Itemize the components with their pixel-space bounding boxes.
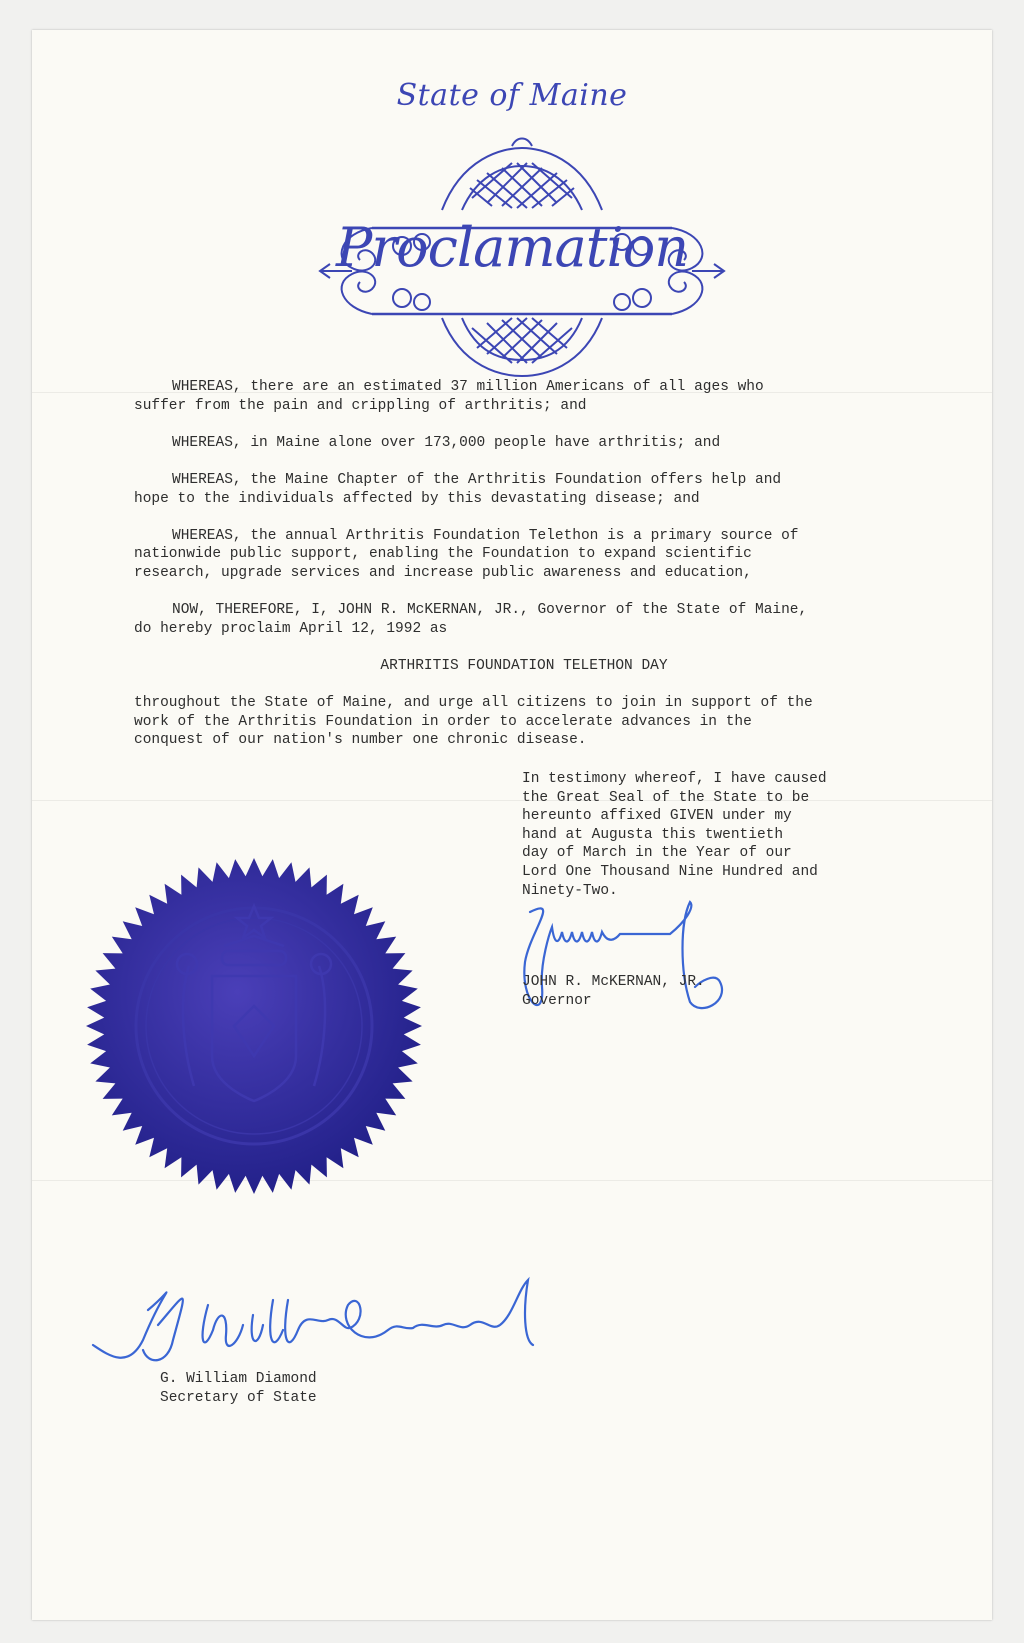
secretary-name: G. William Diamond xyxy=(160,1371,317,1387)
whereas-paragraph: WHEREAS, the Maine Chapter of the Arthritis Foundation offers help and hope to the individuals affected by this devastating disease; and xyxy=(134,471,782,507)
document-page xyxy=(32,30,992,1620)
proclaimed-day: ARTHRITIS FOUNDATION TELETHON DAY xyxy=(380,657,668,674)
therefore-paragraph: NOW, THEREFORE, I, JOHN R. McKERNAN, JR., Governor of the State of Maine, do hereby proclaim April 12, 1992 as xyxy=(134,602,808,637)
secretary-title: Secretary of State xyxy=(160,1389,317,1406)
governor-block xyxy=(522,973,705,1010)
secretary-block xyxy=(160,1370,317,1407)
governor-title: Governor xyxy=(522,992,592,1009)
governor-name: JOHN R. McKERNAN, JR. xyxy=(522,974,705,990)
whereas-paragraph: WHEREAS, there are an estimated 37 million Americans of all ages who suffer from the pain and crippling of arthritis; and xyxy=(134,379,764,414)
great-seal-icon xyxy=(84,856,424,1196)
proclamation-body xyxy=(134,378,914,768)
secretary-signature xyxy=(88,1270,548,1380)
closing-paragraph: throughout the State of Maine, and urge all citizens to join in support of the work of the Arthritis Foundation in order to accelerate advances in the conquest of our nation's number one chronic disease. xyxy=(134,695,813,749)
document-title: Proclamation xyxy=(335,216,689,279)
whereas-paragraph: WHEREAS, the annual Arthritis Foundation Telethon is a primary source of nationwide public support, enabling the Foundation to expand scientific research, upgrade services and increase public awareness and education, xyxy=(134,527,799,581)
state-title: State of Maine xyxy=(396,78,628,113)
testimony-text: In testimony whereof, I have caused the Great Seal of the State to be hereunto affixed GIVEN under my hand at Augusta this twentieth day of March in the Year of our Lord One Thousand Nine Hundred and Ninety-Two. xyxy=(522,771,827,899)
whereas-paragraph: WHEREAS, in Maine alone over 173,000 people have arthritis; and xyxy=(172,434,721,451)
